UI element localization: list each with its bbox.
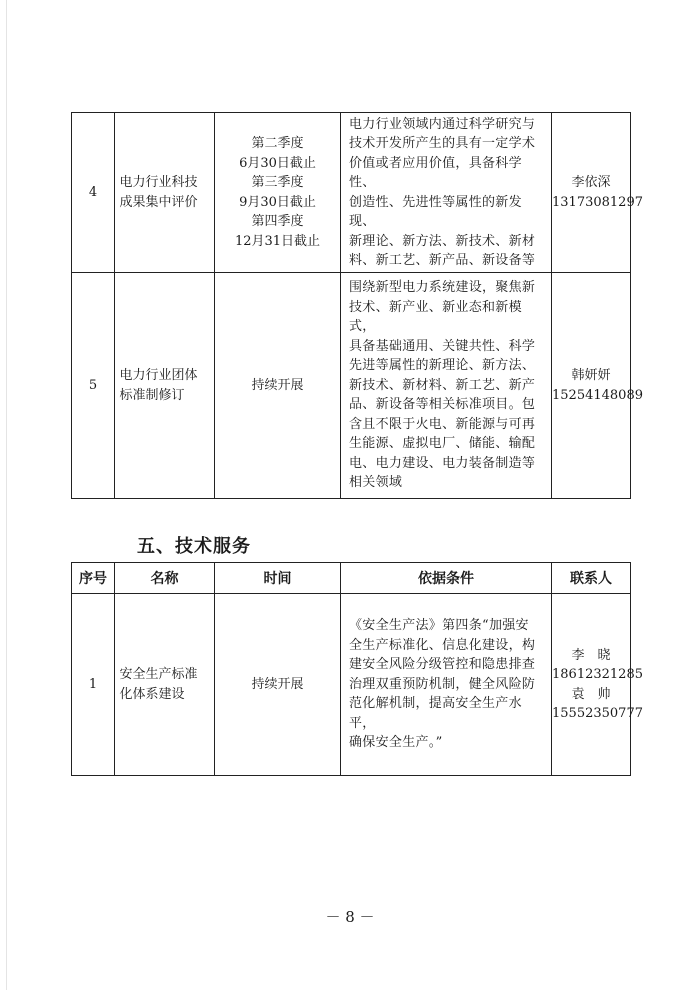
page-edge [6,0,7,990]
page-number: － 8 － [325,908,375,926]
item-time: 持续开展 [215,273,341,499]
header-time: 时间 [215,563,341,594]
item-basis: 电力行业领域内通过科学研究与 技术开发所产生的具有一定学术 价值或者应用价值，具备科学性、 创造性、先进性等属性的新发现、 新理论、新方法、新技术、新材 料、新工艺、新产品、新设备等 [341,113,552,273]
header-contact: 联系人 [552,563,631,594]
item-name: 安全生产标准 化体系建设 [115,594,215,776]
header-no: 序号 [72,563,115,594]
table-continued [71,112,643,499]
row-number: 5 [72,273,115,499]
table-header [72,563,631,594]
item-contact: 李依深 13173081297 [552,113,631,273]
item-basis: 围绕新型电力系统建设，聚焦新 技术、新产业、新业态和新模式， 具备基础通用、关键共性、科学 先进等属性的新理论、新方法、 新技术、新材料、新工艺、新产 品、新设备等相关标准项目。包 含且不限于火电、新能源与可再 生能源、虚拟电厂、储能、输配 电、电力建设、电力装备制造等 相关领域 [341,273,552,499]
item-contact: 李 晓 18612321285 袁 帅 15552350777 [552,594,631,776]
header-name: 名称 [115,563,215,594]
table-row [72,273,631,499]
item-contact: 韩妍妍 15254148089 [552,273,631,499]
item-name: 电力行业团体 标准制修订 [115,273,215,499]
item-basis: 《安全生产法》第四条“加强安 全生产标准化、信息化建设，构 建安全风险分级管控和隐患排查 治理双重预防机制，健全风险防 范化解机制，提高安全生产水平， 确保安全生产。” [341,594,552,776]
table-row [72,113,631,273]
technical-services-table [71,562,643,776]
row-number: 4 [72,113,115,273]
table-row [72,594,631,776]
item-time: 持续开展 [215,594,341,776]
header-basis: 依据条件 [341,563,552,594]
item-time: 第二季度 6月30日截止 第三季度 9月30日截止 第四季度 12月31日截止 [215,113,341,273]
section-title: 五、技术服务 [137,536,251,557]
item-name: 电力行业科技 成果集中评价 [115,113,215,273]
row-number: 1 [72,594,115,776]
